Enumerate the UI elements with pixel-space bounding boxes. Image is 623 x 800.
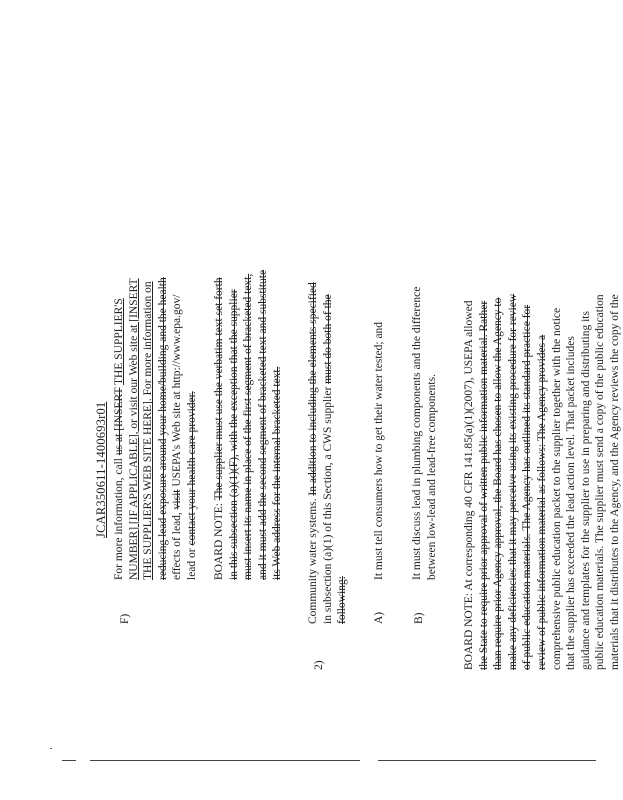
- text-line: [462, 301, 477, 670]
- item-a-marker: A): [373, 611, 385, 624]
- text-line: [185, 391, 200, 580]
- item-2-marker: 2): [313, 660, 325, 670]
- plain-text: guidance and templates for the supplier to use in preparing and distributing its: [579, 311, 592, 670]
- struck-text: in this subsection (a)(1)(F), with the exception that the supplier: [227, 289, 240, 580]
- item-f-marker: F): [119, 613, 131, 624]
- struck-text: must insert its name in place of the first segment of bracketed text,: [242, 273, 255, 580]
- text-line: [241, 274, 256, 580]
- struck-text: following:: [336, 576, 349, 624]
- plain-text: [113, 385, 125, 388]
- plain-text: Community water systems.: [307, 495, 319, 624]
- text-line: [564, 336, 579, 670]
- struck-text: than require prior Agency approval, the Board has chosen to allow the Agency to: [492, 297, 505, 670]
- struck-text: the State to require prior approval of written public information material. Rather: [477, 300, 490, 670]
- text-line: [520, 305, 535, 670]
- text-line: [141, 281, 156, 580]
- text-line: [425, 374, 440, 580]
- underlined-text: THE SUPPLIER'S: [113, 298, 125, 385]
- underlined-text: NUMBER] [IF APPLICABLE], or visit our Web site at [INSERT: [127, 278, 140, 580]
- text-line: [550, 308, 565, 670]
- text-line: [593, 294, 608, 670]
- struck-text: visit: [171, 489, 184, 510]
- plain-text: materials that it distributes to the Agency, and the Agency reviews the copy of the: [609, 294, 621, 670]
- struck-text: In addition to including the elements specified: [307, 282, 319, 496]
- document-header: JCAR350611-1400693r01: [94, 401, 108, 538]
- text-line: [372, 322, 387, 580]
- struck-text: must do both of the: [321, 294, 334, 384]
- plain-text: USEPA's Web site at http://www.epa.gov/: [171, 294, 184, 490]
- plain-text: comprehensive public education packet to the supplier together with the notice: [550, 307, 563, 670]
- struck-text: make any deficiencies that it may perceive using its existing procedure for review: [506, 293, 519, 670]
- struck-text: its Web address for the internal bracketed text.: [271, 366, 284, 580]
- text-line: [321, 294, 336, 624]
- text-line: [335, 576, 350, 624]
- plain-text: that the supplier has exceeded the lead action level. That packet includes: [565, 336, 578, 670]
- text-line: [608, 294, 623, 670]
- text-line: [535, 335, 550, 670]
- footer-rule-right: [378, 760, 596, 761]
- text-line: [212, 277, 227, 580]
- text-line: [170, 295, 185, 580]
- text-line: [410, 287, 425, 580]
- footer-rule-mark: [62, 760, 76, 761]
- text-line: [270, 367, 285, 580]
- plain-text: in subsection (a)(1) of this Section, a CWS supplier: [321, 383, 334, 624]
- plain-text: effects of lead,: [171, 509, 184, 580]
- text-line: [156, 277, 171, 580]
- plain-text: BOARD NOTE:: [213, 500, 225, 580]
- text-line: [256, 270, 271, 580]
- plain-text: between low-lead and lead-free components.: [425, 374, 438, 580]
- scan-speck: [50, 748, 52, 749]
- text-line: [477, 301, 492, 670]
- struck-text: of public education materials. The Agency has outlined its standard practice for: [521, 304, 534, 670]
- plain-text: It must discuss lead in plumbing components and the difference: [411, 286, 423, 580]
- struck-text: The supplier must use the verbatim text set forth: [213, 277, 225, 501]
- struck-text: us at [INSERT: [113, 387, 125, 456]
- plain-text: lead or: [186, 545, 198, 580]
- plain-text: BOARD NOTE: At corresponding 40 CFR 141.85(a)(1)(2007), USEPA allowed: [463, 300, 475, 670]
- plain-text: public education materials. The supplier must send a copy of the public education: [594, 294, 607, 670]
- struck-text: review of public information material as follows: The Agency provides a: [536, 334, 548, 670]
- plain-text: For more information, call: [113, 455, 125, 580]
- struck-text: reducing lead exposure around your home/building and the health: [156, 277, 169, 580]
- text-line: [491, 298, 506, 670]
- text-line: [112, 298, 127, 580]
- text-line: [227, 289, 242, 580]
- plain-text: It must tell consumers how to get their water tested; and: [373, 321, 385, 580]
- text-line: [506, 294, 521, 670]
- item-b-marker: B): [413, 612, 425, 624]
- underlined-text: THE SUPPLIER'S WEB SITE HERE]. For more information on: [142, 281, 155, 580]
- footer-rule-left: [90, 760, 360, 761]
- struck-text: contact your health care provider.: [186, 391, 198, 546]
- text-line: [127, 278, 142, 580]
- text-line: [306, 282, 321, 624]
- text-line: [579, 311, 594, 670]
- struck-text: and it must add the second segment of bracketed text and substitute: [256, 269, 269, 580]
